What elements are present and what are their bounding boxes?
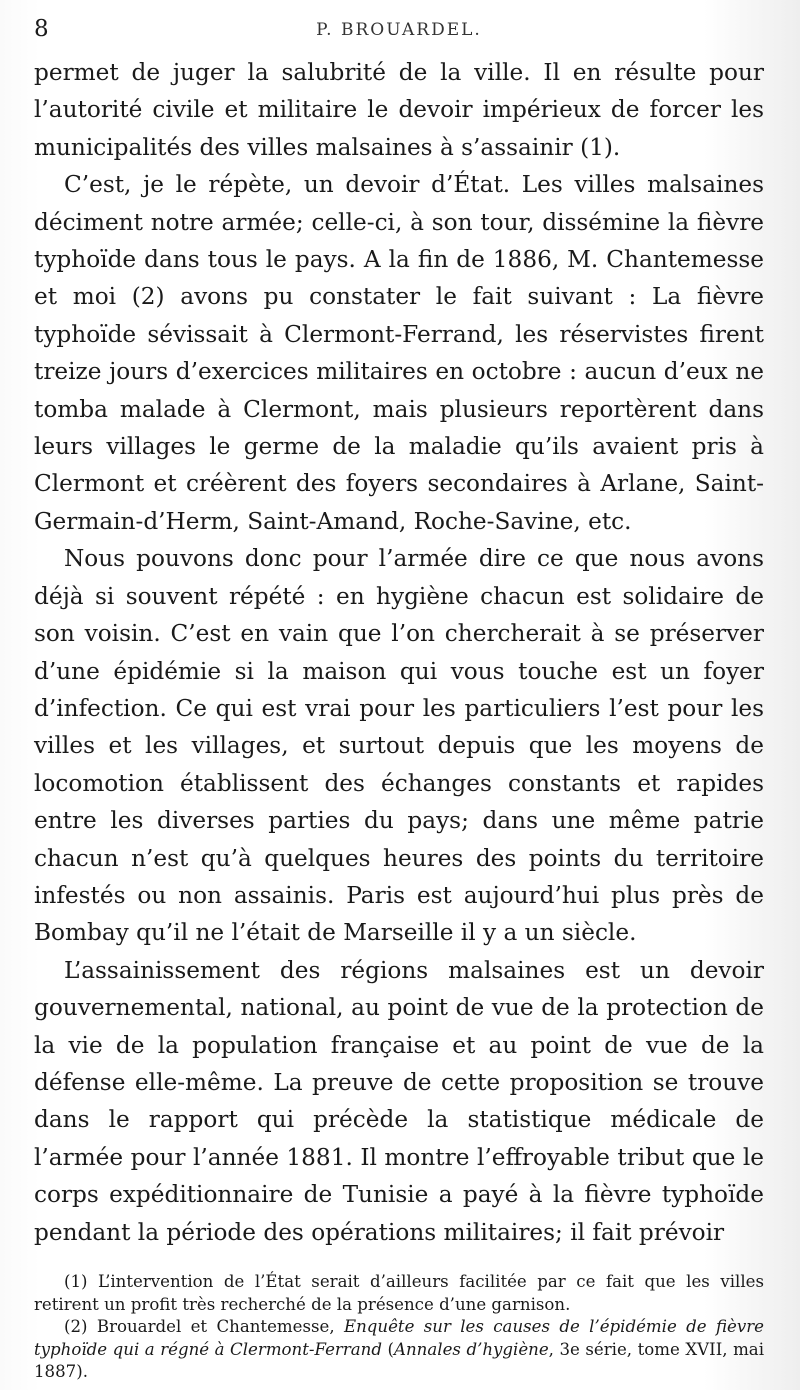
footnotes	[34, 1271, 764, 1384]
paragraph: L’assainissement des régions malsaines est un devoir gouvernemental, national, au point de vue de la protection de la vie de la population française et au point de vue de la défense elle-même. La preuve de cette proposition se trouve dans le rapport qui précède la statistique médicale de l’armée pour l’année 1881. Il montre l’effroyable tribut que le corps expéditionnaire de Tunisie a payé à la fièvre typhoïde pendant la période des opérations militaires; il fait prévoir	[34, 956, 764, 1246]
paragraph: permet de juger la salubrité de la ville. Il en résulte pour l’autorité civile et militaire le devoir impérieux de forcer les municipalités des villes malsaines à s’assainir (1).	[34, 59, 764, 161]
footnote-2-title: Enquête sur les causes de l’épidémie de fièvre typhoïde qui a régné à Clermont-Ferrand	[34, 1317, 764, 1359]
paragraph: Nous pouvons donc pour l’armée dire ce que nous avons déjà si souvent répété : en hygiène chacun est solidaire de son voisin. C’est en vain que l’on chercherait à se préserver d’une épidémie si la maison qui vous touche est un foyer d’infection. Ce qui est vrai pour les particuliers l’est pour les villes et les villages, et surtout depuis que les moyens de locomotion établissent des échanges constants et rapides entre les diverses parties du pays; dans une même patrie chacun n’est qu’à quelques heures des points du territoire infestés ou non assainis. Paris est aujourd’hui plus près de Bombay qu’il ne l’était de Marseille il y a un siècle.	[34, 545, 764, 947]
body-text	[34, 54, 764, 1251]
footnote-1: (1) L’intervention de l’État serait d’ailleurs facilitée par ce fait que les villes retirent un profit très recherché de la présence d’une garnison.	[34, 1272, 764, 1314]
footnote-2-journal: Annales d’hygiène	[394, 1339, 549, 1359]
running-head: P. BROUARDEL.	[316, 20, 482, 40]
footnote-2-citation: , 3e série, tome XVII, mai 1887).	[34, 1339, 765, 1381]
footnote-2-authors: (2) Brouardel et Chantemesse,	[64, 1317, 344, 1336]
paragraph: C’est, je le répète, un devoir d’État. Les villes malsaines déciment notre armée; celle-ci, à son tour, dissémine la fièvre typhoïde dans tous le pays. A la fin de 1886, M. Chantemesse et moi (2) avons pu constater le fait suivant : La fièvre typhoïde sévissait à Clermont-Ferrand, les réservistes firent treize jours d’exercices militaires en octobre : aucun d’eux ne tomba malade à Clermont, mais plusieurs reportèrent dans leurs villages le germe de la maladie qu’ils avaient pris à Clermont et créèrent des foyers secondaires à Arlane, Saint-Germain-d’Herm, Saint-Amand, Roche-Savine, etc.	[34, 171, 764, 535]
page-header	[34, 12, 764, 54]
page-number: 8	[34, 16, 49, 42]
footnote-2	[34, 1316, 764, 1384]
footnote-2-paren: (	[382, 1339, 395, 1359]
